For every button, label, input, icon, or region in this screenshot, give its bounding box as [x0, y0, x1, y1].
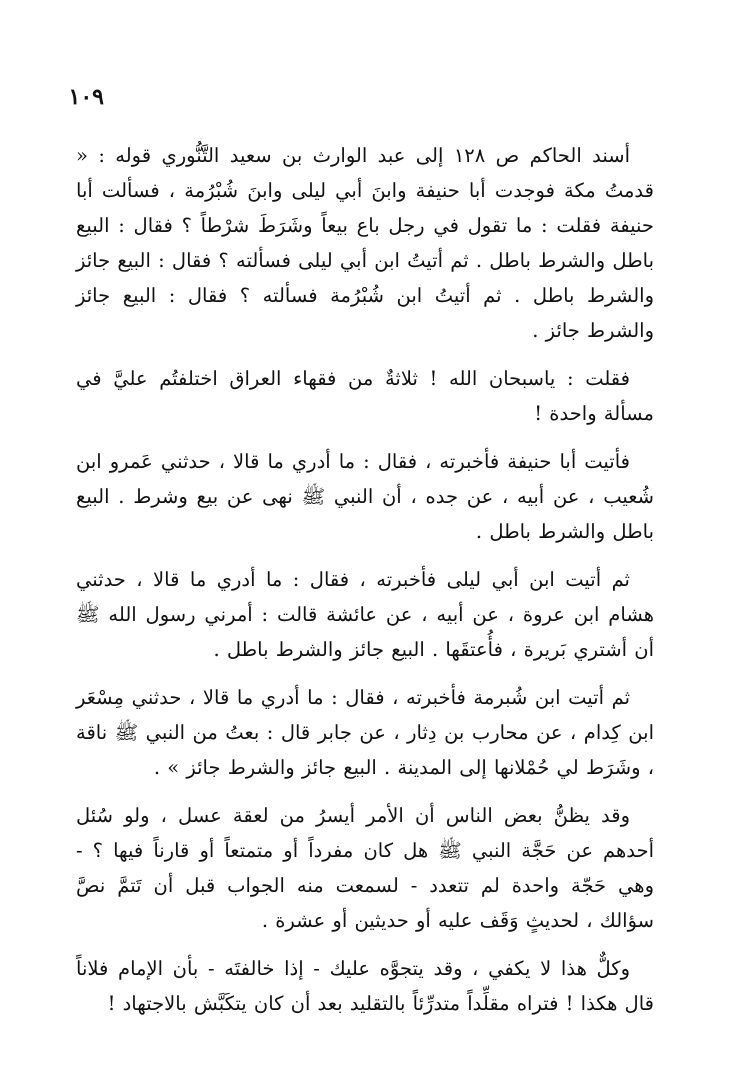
paragraph: وقد يظنُّ بعض الناس أن الأمر أيسرُ من لعقة عسل ، ولو سُئل أحدهم عن حَجَّة النبي ﷺ هل كان مفرداً أو متمتعاً أو قارناً فيها ؟ - وهي حَجّة واحدة لم تتعدد - لسمعت منه الجواب قبل أن تَتمَّ نصَّ سؤالك ، لحديثٍ وَقَف عليه أو حديثين أو عشرة .: [76, 804, 654, 932]
paragraph: ثم أتيت ابن شُبرمة فأخبرته ، فقال : ما أدري ما قالا ، حدثني مِسْعَر ابن كِدام ، عن محارب بن دِثار ، عن جابر قال : بعتُ من النبي ﷺ ناقة ، وشَرَط لي حُمْلانها إلى المدينة . البيع جائز والشرط جائز » .: [76, 686, 654, 779]
paragraph: فأتيت أبا حنيفة فأخبرته ، فقال : ما أدري ما قالا ، حدثني عَمرو ابن شُعيب ، عن أبيه ، عن جده ، أن النبي ﷺ نهى عن بيع وشرط . البيع باطل والشرط باطل .: [76, 450, 654, 543]
paragraph: فقلت : ياسبحان الله ! ثلاثةٌ من فقهاء العراق اختلفتُم عليَّ في مسألة واحدة !: [76, 367, 654, 425]
body-text: [76, 138, 654, 1034]
page-number: ١٠٩: [68, 84, 104, 110]
paragraph: أسند الحاكم ص ١٢٨ إلى عبد الوارث بن سعيد التَّنُّوري قوله : « قدمتُ مكة فوجدت أبا حنيفة وابنَ أبي ليلى وابنَ شُبْرُمة ، فسألت أبا حنيفة فقلت : ما تقول في رجل باع بيعاً وشَرَطَ شرْطاً ؟ فقال : البيع باطل والشرط باطل . ثم أتيتُ ابن أبي ليلى فسألته ؟ فقال : البيع جائز والشرط باطل . ثم أتيتُ ابن شُبْرُمة فسألته ؟ فقال : البيع جائز والشرط جائز .: [76, 144, 654, 342]
paragraph: ثم أتيت ابن أبي ليلى فأخبرته ، فقال : ما أدري ما قالا ، حدثني هشام ابن عروة ، عن أبيه ، عن عائشة قالت : أمرني رسول الله ﷺ أن أشتري بَريرة ، فأُعتقَها . البيع جائز والشرط باطل .: [76, 568, 654, 661]
paragraph: وكلٌّ هذا لا يكفي ، وقد يتجوَّه عليك - إذا خالفتَه - بأن الإمام فلاناً قال هكذا ! فتراه مقلِّداً متدرِّئاً بالتقليد بعد أن كان يتكَبَّش بالاجتهاد !: [76, 957, 654, 1015]
